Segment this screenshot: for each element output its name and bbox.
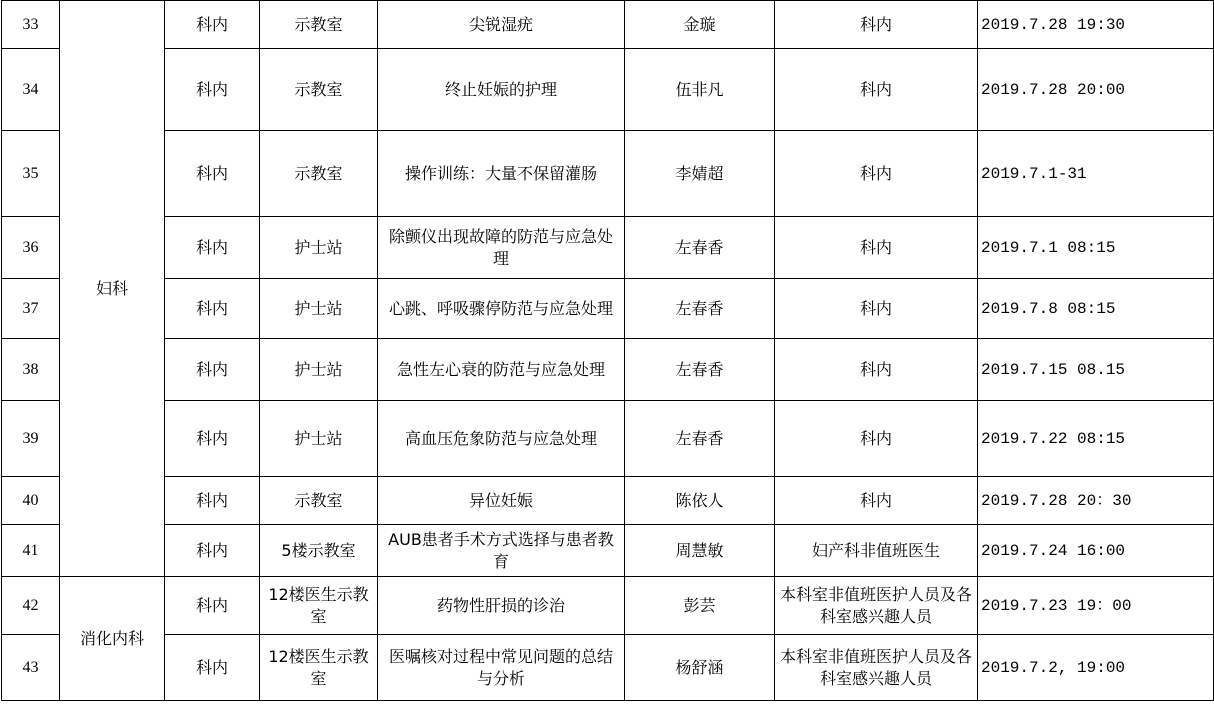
time: 2019.7.28 20：30 [978,477,1214,525]
topic: 急性左心衰的防范与应急处理 [378,339,625,401]
topic: 心跳、呼吸骤停防范与应急处理 [378,279,625,339]
training-form: 科内 [165,477,260,525]
topic: 医嘱核对过程中常见问题的总结与分析 [378,635,625,701]
table-row [2,577,1214,635]
audience: 科内 [775,477,978,525]
topic: AUB患者手术方式选择与患者教育 [378,525,625,577]
table-row [2,339,1214,401]
topic: 除颤仪出现故障的防范与应急处理 [378,217,625,279]
table-row [2,401,1214,477]
venue: 护士站 [260,339,378,401]
table-row [2,217,1214,279]
audience: 科内 [775,217,978,279]
row-number: 34 [2,49,60,131]
audience: 科内 [775,279,978,339]
row-number: 39 [2,401,60,477]
time: 2019.7.22 08:15 [978,401,1214,477]
speaker: 伍非凡 [625,49,775,131]
audience: 科内 [775,339,978,401]
training-form: 科内 [165,577,260,635]
venue: 护士站 [260,401,378,477]
audience: 科内 [775,1,978,49]
training-form: 科内 [165,131,260,217]
time: 2019.7.1-31 [978,131,1214,217]
topic: 高血压危象防范与应急处理 [378,401,625,477]
audience: 科内 [775,401,978,477]
venue: 护士站 [260,279,378,339]
row-number: 41 [2,525,60,577]
topic: 尖锐湿疣 [378,1,625,49]
row-number: 36 [2,217,60,279]
venue: 示教室 [260,477,378,525]
audience: 科内 [775,49,978,131]
training-form: 科内 [165,217,260,279]
speaker: 杨舒涵 [625,635,775,701]
training-form: 科内 [165,1,260,49]
time: 2019.7.2, 19:00 [978,635,1214,701]
venue: 护士站 [260,217,378,279]
venue: 示教室 [260,131,378,217]
venue: 12楼医生示教室 [260,635,378,701]
audience: 本科室非值班医护人员及各科室感兴趣人员 [775,577,978,635]
training-form: 科内 [165,635,260,701]
training-form: 科内 [165,279,260,339]
table-row [2,49,1214,131]
venue: 12楼医生示教室 [260,577,378,635]
speaker: 金璇 [625,1,775,49]
row-number: 43 [2,635,60,701]
department-cell: 妇科 [60,1,165,577]
audience: 本科室非值班医护人员及各科室感兴趣人员 [775,635,978,701]
venue: 5楼示教室 [260,525,378,577]
row-number: 42 [2,577,60,635]
topic: 操作训练：大量不保留灌肠 [378,131,625,217]
row-number: 38 [2,339,60,401]
venue: 示教室 [260,49,378,131]
venue: 示教室 [260,1,378,49]
table-row [2,635,1214,701]
time: 2019.7.8 08:15 [978,279,1214,339]
row-number: 40 [2,477,60,525]
time: 2019.7.28 20:00 [978,49,1214,131]
time: 2019.7.23 19：00 [978,577,1214,635]
training-form: 科内 [165,49,260,131]
training-form: 科内 [165,525,260,577]
table-row [2,279,1214,339]
time: 2019.7.15 08.15 [978,339,1214,401]
table-row [2,525,1214,577]
time: 2019.7.24 16:00 [978,525,1214,577]
audience: 科内 [775,131,978,217]
speaker: 陈依人 [625,477,775,525]
training-schedule-table [1,0,1214,701]
speaker: 李婧超 [625,131,775,217]
training-form: 科内 [165,339,260,401]
speaker: 左春香 [625,401,775,477]
table-row [2,1,1214,49]
table-row [2,477,1214,525]
row-number: 35 [2,131,60,217]
speaker: 左春香 [625,279,775,339]
speaker: 左春香 [625,217,775,279]
speaker: 周慧敏 [625,525,775,577]
training-form: 科内 [165,401,260,477]
table-row [2,131,1214,217]
row-number: 33 [2,1,60,49]
row-number: 37 [2,279,60,339]
speaker: 左春香 [625,339,775,401]
audience: 妇产科非值班医生 [775,525,978,577]
time: 2019.7.1 08:15 [978,217,1214,279]
department-cell: 消化内科 [60,577,165,701]
topic: 异位妊娠 [378,477,625,525]
time: 2019.7.28 19:30 [978,1,1214,49]
speaker: 彭芸 [625,577,775,635]
topic: 药物性肝损的诊治 [378,577,625,635]
topic: 终止妊娠的护理 [378,49,625,131]
